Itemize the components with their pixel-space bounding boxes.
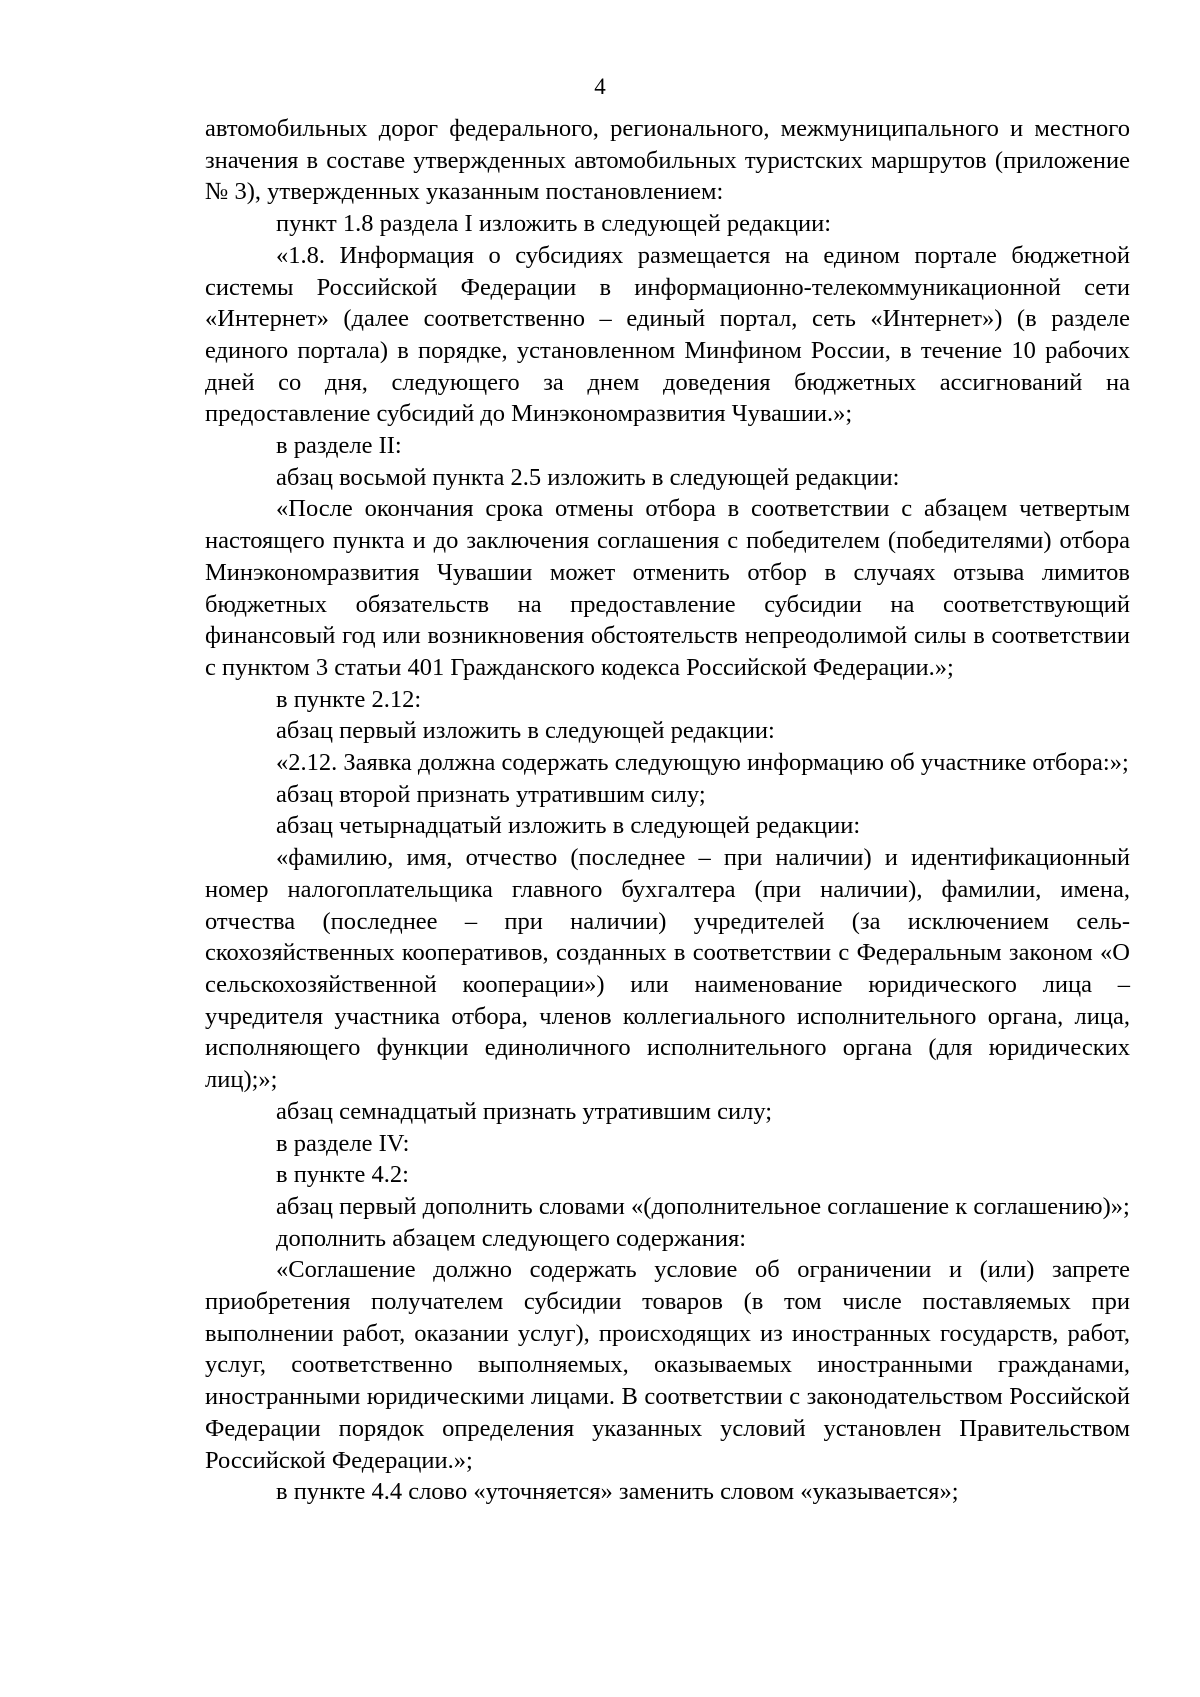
paragraph: в пункте 4.2: <box>276 1161 409 1189</box>
paragraph-quote: «После окончания срока отмены отбора в соответствии с абзацем четвертым настоящего пункта и до заключения соглашения с победителем (победителями) отбора Минэкономразвития Чувашии может отменить отбор в случаях отзыва лимитов бюджетных обязательств на предоставление субсидии на соответствующий финансовый год или возникновения обстоятельств непреодолимой силы в соответствии с пунктом 3 статьи 401 Гражданского кодекса Российской Федерации.»; <box>205 495 1130 681</box>
paragraph: абзац четырнадцатый изложить в следующей редакции: <box>276 812 861 840</box>
paragraph-quote: «2.12. Заявка должна содержать следующую информацию об участнике отбора:»; <box>276 749 1129 777</box>
paragraph-quote: «1.8. Информация о субсидиях размещается на едином портале бюджетной системы Российской Федерации в информационно-телекоммуникационной сети «Интернет» (далее соответственно – единый портал, сеть «Интернет») (в разделе единого портала) в порядке, установленном Минфином России, в течение 10 рабочих дней со дня, следующего за днем доведения бюджетных ассигнований на предоставление субсидий до Минэкономразвития Чувашии.»; <box>205 241 1130 428</box>
paragraph: абзац первый дополнить словами «(дополнительное соглашение к соглашению)»; <box>276 1192 1130 1220</box>
paragraph-quote: «фамилию, имя, отчество (последнее – при наличии) и идентификационный номер налогоплательщика главного бухгалтера (при наличии), фамилии, имена, отчества (последнее – при наличии) учредителей (за исключением сельскохозяйственных кооперативов, созданных в соответствии с Федеральным законом «О сельскохозяйственной кооперации») или наименование юридического лица – учредителя участника отбора, членов коллегиального исполнительного органа, лица, исполняющего функции единоличного исполнительного органа (для юридических лиц);»; <box>205 844 1130 1094</box>
page-number: 4 <box>594 74 606 99</box>
paragraph: в разделе IV: <box>276 1129 410 1157</box>
paragraph: абзац семнадцатый признать утратившим силу; <box>276 1097 773 1125</box>
paragraph: пункт 1.8 раздела I изложить в следующей редакции: <box>276 210 832 238</box>
paragraph: абзац первый изложить в следующей редакции: <box>276 717 775 745</box>
paragraph: в разделе II: <box>276 432 402 460</box>
document-body <box>205 113 1130 1508</box>
paragraph: абзац второй признать утратившим силу; <box>276 780 706 808</box>
paragraph: в пункте 2.12: <box>276 685 422 713</box>
paragraph-quote: «Соглашение должно содержать условие об ограничении и (или) запрете приобретения получателем субсидии товаров (в том числе поставляемых при выполнении работ, оказании услуг), происходящих из иностранных государств, работ, услуг, соответственно выполняемых, оказываемых иностранными гражданами, иностранными юридическими лицами. В соответствии с законодательством Российской Федерации порядок определения указанных условий установлен Правительством Российской Федерации.»; <box>205 1256 1130 1474</box>
paragraph: дополнить абзацем следующего содержания: <box>276 1224 747 1252</box>
paragraph: абзац восьмой пункта 2.5 изложить в следующей редакции: <box>276 463 900 491</box>
paragraph: в пункте 4.4 слово «уточняется» заменить словом «указывается»; <box>276 1478 959 1506</box>
paragraph-continuation: автомобильных дорог федерального, регионального, межмуниципального и местного значения в составе утвержденных автомобильных туристских маршрутов (приложение № 3), утвержденных указанным постановлением: <box>205 115 1130 206</box>
